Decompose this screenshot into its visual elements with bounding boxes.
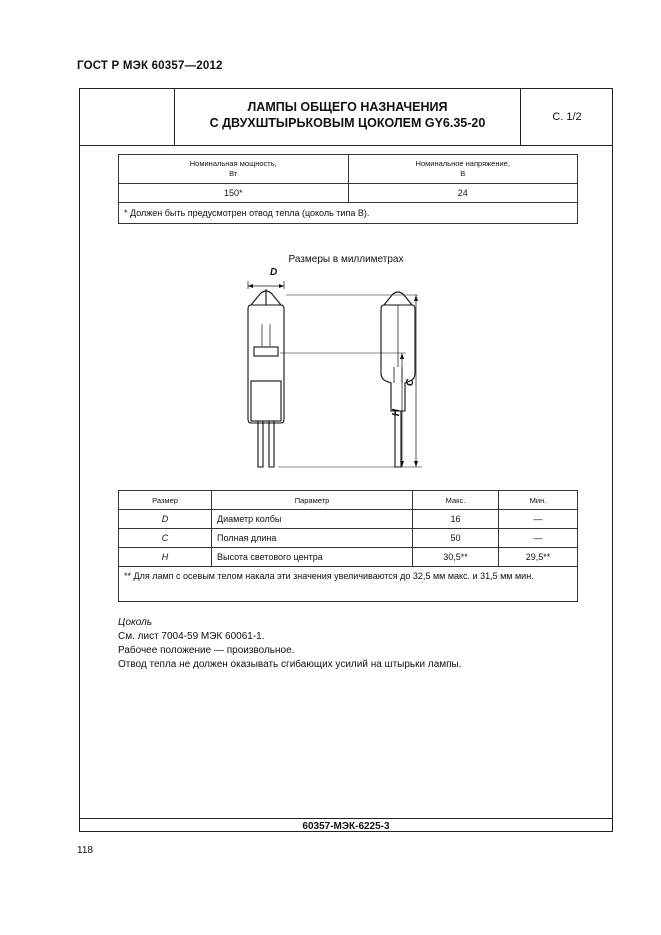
rating-table	[118, 154, 578, 224]
power-header: Номинальная мощность, Вт	[119, 155, 349, 184]
power-value: 150*	[119, 184, 349, 203]
dimensions-caption: Размеры в миллиметрах	[288, 254, 404, 265]
param-header: Параметр	[212, 491, 413, 510]
label-c: C	[405, 378, 417, 387]
notes-line: Отвод тепла не должен оказывать сгибающих усилий на штырьки лампы.	[118, 659, 462, 670]
voltage-value: 24	[348, 184, 578, 203]
lamp-drawing	[220, 271, 440, 483]
dimensions-table	[118, 490, 578, 602]
sheet-page: С. 1/2	[552, 111, 582, 123]
rating-footnote: * Должен быть предусмотрен отвод тепла (цоколь типа В).	[119, 203, 578, 224]
standard-header: ГОСТ Р МЭК 60357—2012	[77, 60, 223, 72]
sheet-title-line1: ЛАМПЫ ОБЩЕГО НАЗНАЧЕНИЯ	[247, 100, 448, 114]
notes-heading: Цоколь	[118, 617, 153, 628]
table-row: C Полная длина 50 —	[119, 529, 578, 548]
label-d: D	[270, 267, 278, 278]
title-block	[80, 89, 612, 146]
title-blank-cell	[80, 89, 175, 145]
label-h: H	[391, 408, 403, 417]
notes-line: См. лист 7004-59 МЭК 60061-1.	[118, 631, 265, 642]
dimensions-footnote: ** Для ламп с осевым телом накала эти значения увеличиваются до 32,5 мм макс. и 31,5 мм мин.	[119, 567, 578, 602]
table-row: H Высота светового центра 30,5** 29,5**	[119, 548, 578, 567]
sheet-title	[175, 89, 521, 145]
table-row: D Диаметр колбы 16 —	[119, 510, 578, 529]
sheet-frame	[79, 88, 613, 832]
page-number: 118	[77, 845, 93, 856]
size-header: Размер	[119, 491, 212, 510]
sheet-title-line2: С ДВУХШТЫРЬКОВЫМ ЦОКОЛЕМ GY6.35-20	[209, 116, 486, 130]
max-header: Макс.	[413, 491, 499, 510]
min-header: Мин.	[499, 491, 578, 510]
cap-notes	[118, 616, 462, 672]
notes-line: Рабочее положение — произвольное.	[118, 645, 295, 656]
sheet-code: 60357-МЭК-6225-3	[79, 818, 613, 833]
voltage-header: Номинальное напряжение, В	[348, 155, 578, 184]
